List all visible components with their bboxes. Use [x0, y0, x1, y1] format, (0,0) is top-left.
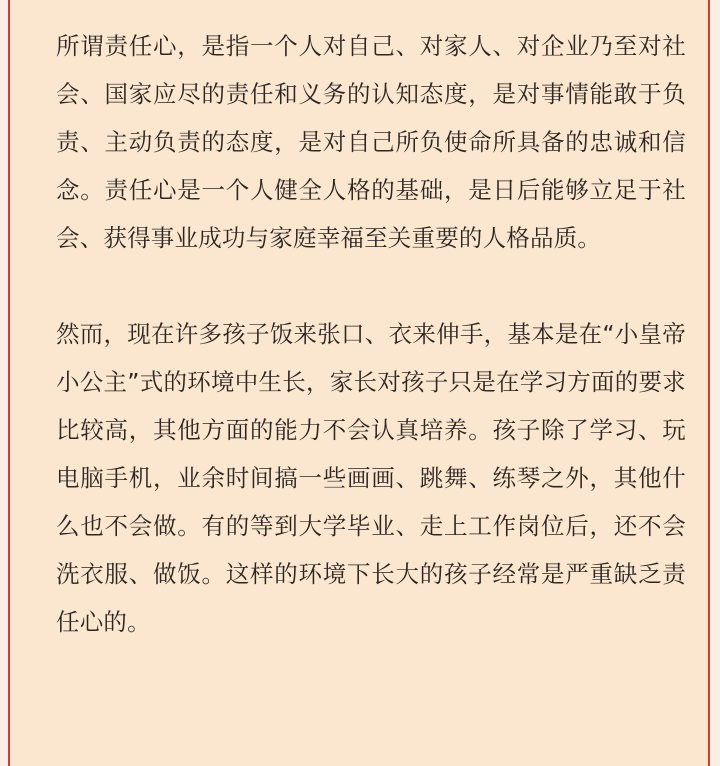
paragraph-responsibility-definition: 所谓责任心，是指一个人对自己、对家人、对企业乃至对社会、国家应尽的责任和义务的认知态度，是对事情能敢于负责、主动负责的态度，是对自己所负使命所具备的忠诚和信念。责任心是一个人健全人格的基础，是日后能够立足于社会、获得事业成功与家庭幸福至关重要的人格品质。: [56, 32, 686, 252]
article-frame: [8, 0, 710, 766]
article-body: [56, 22, 686, 646]
paragraph-children-lacking-responsibility: 然而，现在许多孩子饭来张口、衣来伸手，基本是在“小皇帝小公主”式的环境中生长，家长对孩子只是在学习方面的要求比较高，其他方面的能力不会认真培养。孩子除了学习、玩电脑手机，业余时间搞一些画画、跳舞、练琴之外，其他什么也不会做。有的等到大学毕业、走上工作岗位后，还不会洗衣服、做饭。这样的环境下长大的孩子经常是严重缺乏责任心的。: [56, 320, 686, 636]
